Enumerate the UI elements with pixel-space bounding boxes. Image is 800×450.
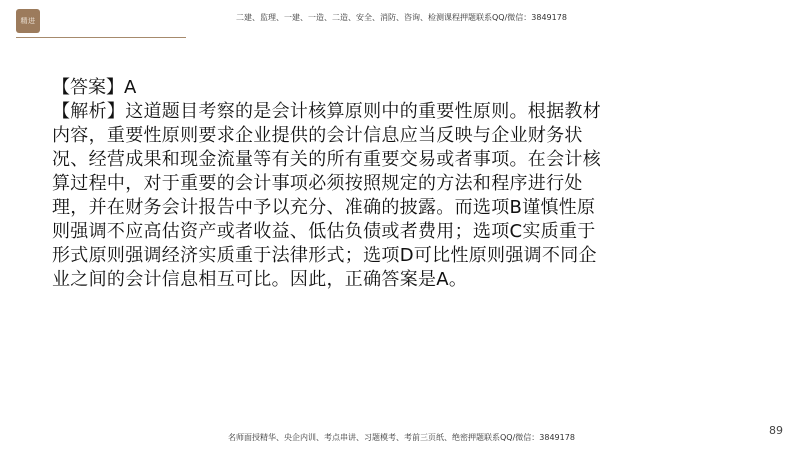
brand-logo-text: 精进 <box>20 17 36 25</box>
answer-content <box>52 76 612 292</box>
header-contact-text: 二建、监理、一建、一造、二造、安全、消防、咨询、检测课程押题联系QQ/微信：3849178 <box>236 13 567 22</box>
page-number: 89 <box>769 424 783 437</box>
brand-logo <box>16 9 40 33</box>
footer-promo-text: 名师面授精华、央企内训、考点串讲、习题模考、考前三页纸、绝密押题联系QQ/微信：3849178 <box>228 433 575 442</box>
answer-line: 【答案】A <box>52 77 137 98</box>
analysis-paragraph: 【解析】这道题目考察的是会计核算原则中的重要性原则。根据教材内容，重要性原则要求企业提供的会计信息应当反映与企业财务状况、经营成果和现金流量等有关的所有重要交易或者事项。在会计核算过程中，对于重要的会计事项必须按照规定的方法和程序进行处理，并在财务会计报告中予以充分、准确的披露。而选项B谨慎性原则强调不应高估资产或者收益、低估负债或者费用；选项C实质重于形式原则强调经济实质重于法律形式；选项D可比性原则强调不同企业之间的会计信息相互可比。因此，正确答案是A。 <box>52 101 601 290</box>
header-divider <box>16 37 186 38</box>
